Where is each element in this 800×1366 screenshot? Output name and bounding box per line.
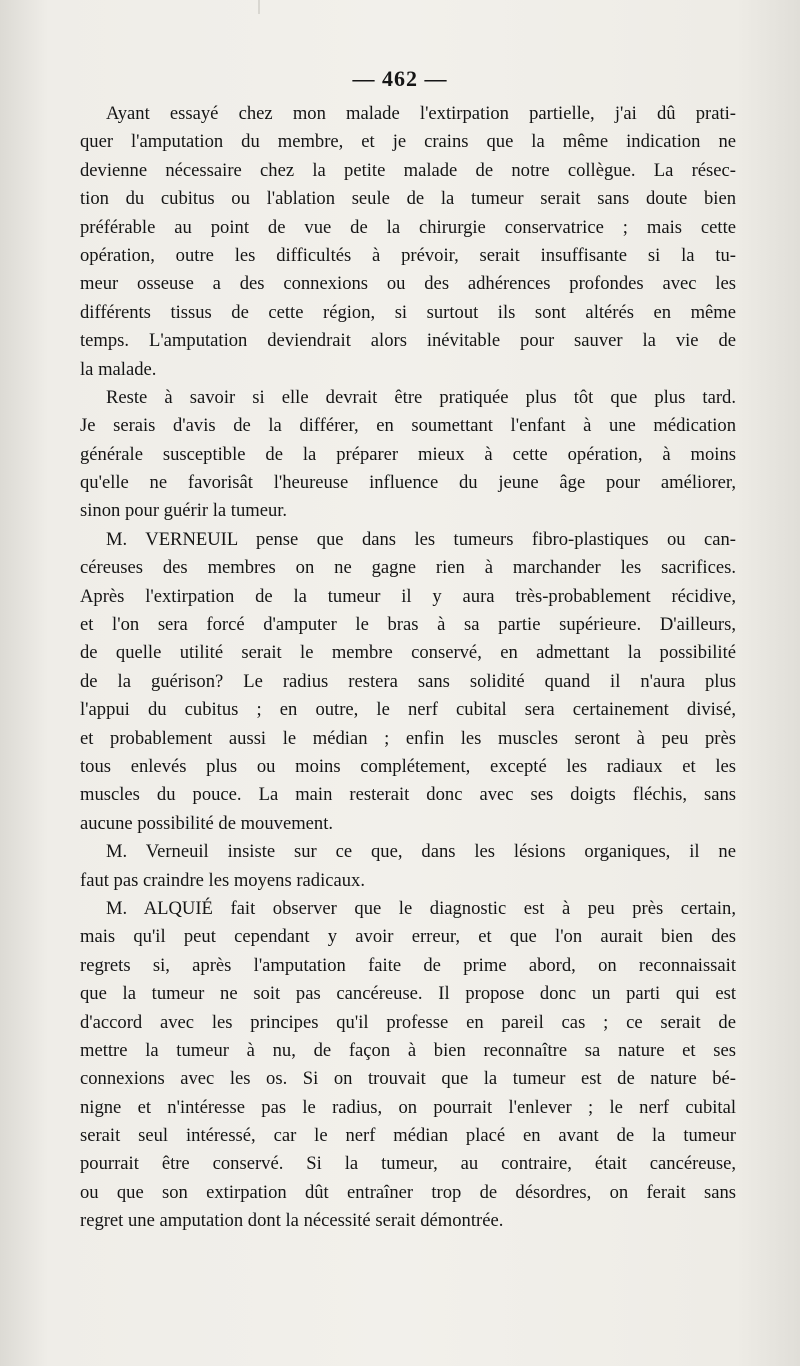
text-line: différents tissus de cette région, si surtout ils sont altérés en même (80, 301, 736, 323)
text-line: de quelle utilité serait le membre conservé, en admettant la possibilité (80, 642, 736, 664)
text-line: préférable au point de vue de la chirurgie conservatrice ; mais cette (80, 216, 736, 238)
text-line: mettre la tumeur à nu, de façon à bien reconnaître sa nature et ses (80, 1039, 736, 1061)
text-line: Je serais d'avis de la différer, en soumettant l'enfant à une médication (80, 415, 736, 437)
text-line: céreuses des membres on ne gagne rien à marchander les sacrifices. (80, 557, 736, 579)
text-line: M. VERNEUIL pense que dans les tumeurs fibro-plastiques ou can- (106, 528, 736, 550)
text-line: Reste à savoir si elle devrait être pratiquée plus tôt que plus tard. (106, 386, 736, 408)
text-line: et l'on sera forcé d'amputer le bras à sa partie supérieure. D'ailleurs, (80, 614, 736, 636)
text-line: pourrait être conservé. Si la tumeur, au contraire, était cancéreuse, (80, 1153, 736, 1175)
text-line: quer l'amputation du membre, et je crains que la même indication ne (80, 131, 736, 153)
text-line: l'appui du cubitus ; en outre, le nerf cubital sera certainement divisé, (80, 699, 736, 721)
text-line: Ayant essayé chez mon malade l'extirpation partielle, j'ai dû prati- (106, 103, 736, 124)
text-line: M. Verneuil insiste sur ce que, dans les lésions organiques, il ne (106, 841, 736, 863)
page-number: — 462 — (352, 66, 448, 91)
text-line: tion du cubitus ou l'ablation seule de la tumeur serait sans doute bien (80, 188, 736, 210)
text-line: regrets si, après l'amputation faite de prime abord, on reconnaissait (80, 954, 736, 976)
text-line: aucune possibilité de mouvement. (80, 812, 334, 834)
margin-mark (258, 0, 260, 14)
text-line: M. ALQUIÉ fait observer que le diagnostic est à peu près certain, (106, 897, 736, 919)
text-line: devienne nécessaire chez la petite malade de notre collègue. La résec- (80, 159, 736, 181)
text-line: ou que son extirpation dût entraîner trop de désordres, on ferait sans (80, 1181, 736, 1203)
text-line: mais qu'il peut cependant y avoir erreur, et que l'on aurait bien des (80, 926, 736, 948)
text-line: regret une amputation dont la nécessité serait démontrée. (80, 1210, 504, 1232)
text-line: muscles du pouce. La main resterait donc avec ses doigts fléchis, sans (80, 784, 736, 806)
text-line: connexions avec les os. Si on trouvait que la tumeur est de nature bé- (80, 1068, 736, 1090)
text-line: la malade. (80, 358, 157, 380)
text-line: tous enlevés plus ou moins complétement, excepté les radiaux et les (80, 755, 736, 777)
text-line: sinon pour guérir la tumeur. (80, 500, 288, 522)
text-line: temps. L'amputation deviendrait alors inévitable pour sauver la vie de (80, 330, 736, 352)
text-line: et probablement aussi le médian ; enfin les muscles seront à peu près (80, 727, 736, 749)
text-line: serait seul intéressé, car le nerf médian placé en avant de la tumeur (80, 1125, 736, 1147)
text-line: de la guérison? Le radius restera sans solidité quand il n'aura plus (80, 670, 736, 692)
text-line: que la tumeur ne soit pas cancéreuse. Il propose donc un parti qui est (80, 983, 736, 1005)
text-line: nigne et n'intéresse pas le radius, on pourrait l'enlever ; le nerf cubital (80, 1096, 736, 1118)
text-line: meur osseuse a des connexions ou des adhérences profondes avec les (80, 273, 736, 295)
text-line: générale susceptible de la préparer mieux à cette opération, à moins (80, 443, 736, 465)
text-line: faut pas craindre les moyens radicaux. (80, 869, 365, 891)
text-line: Après l'extirpation de la tumeur il y aura très-probablement récidive, (80, 585, 736, 607)
text-line: qu'elle ne favorisât l'heureuse influence du jeune âge pour améliorer, (80, 472, 736, 494)
body-text (80, 100, 736, 1236)
text-line: d'accord avec les principes qu'il professe en pareil cas ; ce serait de (80, 1011, 736, 1033)
text-line: opération, outre les difficultés à prévoir, serait insuffisante si la tu- (80, 244, 736, 266)
